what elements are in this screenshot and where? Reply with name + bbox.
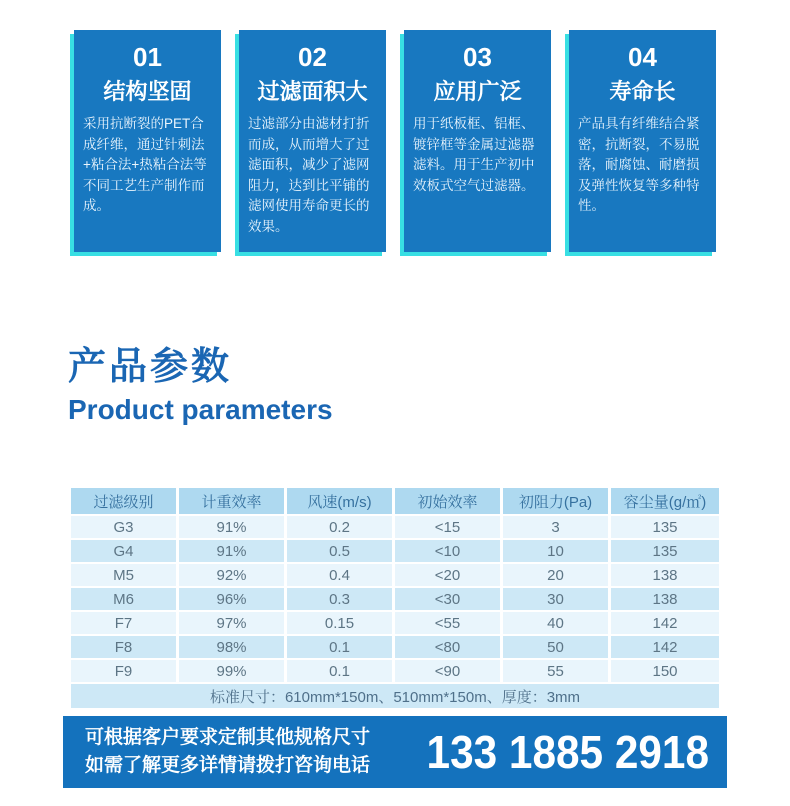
feature-cards-row	[0, 0, 790, 252]
table-cell: 91%	[179, 540, 287, 564]
table-cell: 0.4	[287, 564, 395, 588]
table-cell: <30	[395, 588, 503, 612]
column-header: 初始效率	[395, 488, 503, 516]
table-body	[71, 516, 719, 684]
table-row	[71, 660, 719, 684]
contact-bar-text	[85, 724, 370, 781]
feature-title: 应用广泛	[433, 79, 522, 105]
column-header: 过滤级别	[71, 488, 179, 516]
table-cell: 135	[611, 540, 719, 564]
column-header: 初阻力(Pa)	[503, 488, 611, 516]
feature-card	[404, 30, 551, 252]
table-cell: <15	[395, 516, 503, 540]
table-cell: 0.15	[287, 612, 395, 636]
feature-number: 04	[628, 42, 657, 72]
table-cell: 0.1	[287, 660, 395, 684]
feature-number: 02	[298, 42, 327, 72]
phone-number: 133 1885 2918	[426, 726, 709, 779]
table-row	[71, 540, 719, 564]
table-row	[71, 636, 719, 660]
table-cell: <55	[395, 612, 503, 636]
feature-card	[239, 30, 386, 252]
table-cell: 3	[503, 516, 611, 540]
table-cell: G4	[71, 540, 179, 564]
feature-title: 过滤面积大	[257, 79, 368, 105]
column-header: 容尘量(g/㎡)	[611, 488, 719, 516]
table-cell: 138	[611, 564, 719, 588]
contact-bar	[63, 716, 727, 788]
table-cell: 96%	[179, 588, 287, 612]
table-cell: F7	[71, 612, 179, 636]
table-cell: 55	[503, 660, 611, 684]
table-cell: 50	[503, 636, 611, 660]
table-cell: 20	[503, 564, 611, 588]
table-cell: M5	[71, 564, 179, 588]
section-title	[68, 345, 790, 426]
table-cell: 0.1	[287, 636, 395, 660]
feature-title: 寿命长	[609, 79, 676, 105]
table-cell: 91%	[179, 516, 287, 540]
table-cell: F8	[71, 636, 179, 660]
table-cell: <20	[395, 564, 503, 588]
feature-card	[569, 30, 716, 252]
table-header-row	[71, 488, 719, 516]
table-cell: <80	[395, 636, 503, 660]
table-cell: 10	[503, 540, 611, 564]
feature-description: 采用抗断裂的PET合成纤维，通过针刺法+粘合法+热粘合法等不同工艺生产制作而成。	[83, 116, 207, 214]
feature-number: 03	[463, 42, 492, 72]
table-head	[71, 488, 719, 516]
table-cell: 0.2	[287, 516, 395, 540]
table-row	[71, 564, 719, 588]
table-cell: 0.5	[287, 540, 395, 564]
table-cell: 98%	[179, 636, 287, 660]
table-cell: 30	[503, 588, 611, 612]
table-cell: M6	[71, 588, 179, 612]
table-row	[71, 516, 719, 540]
table-cell: G3	[71, 516, 179, 540]
table-cell: 138	[611, 588, 719, 612]
contact-line-2: 如需了解更多详情请拨打咨询电话	[85, 755, 371, 777]
table-foot	[71, 684, 719, 710]
feature-number: 01	[133, 42, 162, 72]
table-cell: <10	[395, 540, 503, 564]
standard-size-note: 标准尺寸：610mm*150m、510mm*150m、厚度：3mm	[71, 684, 719, 710]
table-row	[71, 612, 719, 636]
contact-line-1: 可根据客户要求定制其他规格尺寸	[85, 726, 371, 748]
table-cell: 150	[611, 660, 719, 684]
table-cell: 97%	[179, 612, 287, 636]
table-cell: 142	[611, 636, 719, 660]
column-header: 计重效率	[179, 488, 287, 516]
table-cell: 142	[611, 612, 719, 636]
feature-description: 过滤部分由滤材打折而成，从而增大了过滤面积，减少了滤网阻力，达到比平铺的滤网使用寿命更长的效果。	[248, 116, 370, 234]
feature-card	[74, 30, 221, 252]
column-header: 风速(m/s)	[287, 488, 395, 516]
feature-description: 产品具有纤维结合紧密，抗断裂，不易脱落，耐腐蚀、耐磨损及弹性恢复等多种特性。	[578, 116, 700, 214]
feature-description: 用于纸板框、铝框、镀锌框等金属过滤器滤料。用于生产初中效板式空气过滤器。	[413, 116, 535, 193]
feature-title: 结构坚固	[103, 79, 192, 105]
table-cell: 99%	[179, 660, 287, 684]
page-title-en: Product parameters	[68, 393, 333, 425]
table-cell: 135	[611, 516, 719, 540]
table-cell: F9	[71, 660, 179, 684]
parameters-table	[71, 488, 719, 710]
page-title-zh: 产品参数	[68, 346, 233, 388]
table-row	[71, 588, 719, 612]
table-cell: 0.3	[287, 588, 395, 612]
table-cell: 40	[503, 612, 611, 636]
table-cell: 92%	[179, 564, 287, 588]
table-footer-row	[71, 684, 719, 710]
table-cell: <90	[395, 660, 503, 684]
